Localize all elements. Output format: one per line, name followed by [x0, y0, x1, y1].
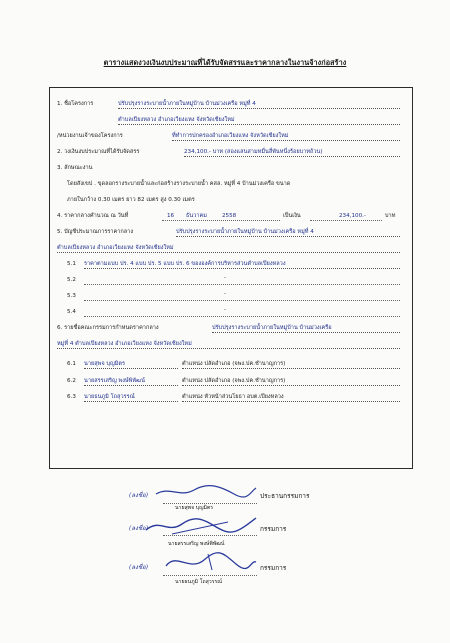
budget-value: 234,100.- บาท (สองแสนสามหมื่นสี่พันหนึ่งร้อยบาทถ้วน) [184, 149, 400, 157]
signature-3-line [163, 569, 257, 576]
sign-label-2: (ลงชื่อ) [129, 525, 148, 532]
agency-label: /หน่วยงานเจ้าของโครงการ [57, 133, 123, 139]
item-6-label: 6. รายชื่อคณะกรรมการกำหนดราคากลาง [57, 325, 159, 331]
item-5-3-line [84, 294, 400, 301]
member-2-name: นายสรรเสริญ พงษ์พิพัฒน์ [84, 378, 178, 386]
signature-2-name: นายสรรเสริญ พงษ์พิพัฒน์ [168, 541, 225, 547]
sign-label-3: (ลงชื่อ) [129, 564, 148, 571]
project-name: ปรับปรุงรางระบายน้ำภายในหมู่บ้าน บ้านม่วงเครือ หมู่ที่ 4 [118, 101, 400, 109]
signature-2-line [163, 529, 257, 536]
item-5-1-label: 5.1 [67, 261, 76, 267]
calc-amount: 234,100.- [339, 213, 366, 219]
item-5-4-dash: - [224, 307, 227, 313]
calc-month: ธันวาคม [186, 213, 207, 219]
item-2-label: 2. วงเงินงบประมาณที่ได้รับจัดสรร [57, 149, 140, 155]
item-3-label: 3. ลักษณะงาน [57, 165, 93, 171]
member-role-2: กรรมการ [260, 525, 287, 533]
member-2-position: ตำแหน่ง ปลัดอำเภอ (จพง.ปค.ชำนาญการ) [182, 378, 400, 386]
amount-underline [310, 214, 382, 221]
member-1-position: ตำแหน่ง ปลัดอำเภอ (จพง.ปค.ชำนาญการ) [182, 361, 400, 369]
item-4-label: 4. ราคากลางคำนวณ ณ วันที่ [57, 213, 129, 219]
signature-1-line [163, 497, 257, 504]
amount-label: เป็นเงิน [283, 213, 301, 219]
item-5-4-line [84, 310, 400, 317]
signature-3-name: นายธนภูมิ โถสุวรรณ์ [175, 579, 223, 585]
chair-role: ประธานกรรมการ [260, 492, 310, 500]
agency-value: ที่ทำการปกครองอำเภอเวียงแหง จังหวัดเชียงใหม่ [172, 133, 400, 141]
item-1-label: 1. ชื่อโครงการ [57, 101, 94, 107]
signature-1-name: นายสุพจ บุญมิตร [175, 505, 214, 511]
member-1-number: 6.1 [67, 361, 76, 367]
estimate-project: ปรับปรุงรางระบายน้ำภายในหมู่บ้าน บ้านม่วงเครือ หมู่ที่ 4 [176, 229, 400, 237]
item-5-2-label: 5.2 [67, 277, 76, 283]
member-3-name: นายธนภูมิ โถสุวรรณ์ [84, 394, 178, 402]
item-5-3-dash: - [224, 291, 227, 297]
estimate-location: ตำบลเปียงหลวง อำเภอเวียงแหง จังหวัดเชียงใหม่ [57, 245, 400, 253]
committee-location: หมู่ที่ 4 ตำบลเปียงหลวง อำเภอเวียงแหง จังหวัดเชียงใหม่ [57, 341, 400, 349]
item-5-1-value: ราคาตามแบบ ปร. 4 แบบ ปร. 5 แบบ ปร. 6 ขององค์การบริหารส่วนตำบลเปียงหลวง [84, 261, 400, 269]
member-role-3: กรรมการ [260, 564, 287, 572]
item-5-2-line [84, 278, 400, 285]
document-title: ตารางแสดงวงเงินงบประมาณที่ได้รับจัดสรรและราคากลางในงานจ้างก่อสร้าง [103, 58, 347, 67]
item-5-4-label: 5.4 [67, 309, 76, 315]
item-5-3-label: 5.3 [67, 293, 76, 299]
work-description-2: ภายในกว้าง 0.30 เมตร ยาว 82 เมตร สูง 0.30 เมตร [67, 197, 195, 203]
member-1-name: นายสุพจ บุญมิตร [84, 361, 178, 369]
work-description-1: โดยสังเขป . ขุดลอกรางระบายน้ำและก่อสร้างรางระบายน้ำ คสล. หมู่ที่ 4 บ้านม่วงเครือ ขนาด [67, 181, 291, 187]
member-3-number: 6.3 [67, 394, 76, 400]
item-5-label: 5. บัญชีประมาณการราคากลาง [57, 229, 134, 235]
member-2-number: 6.2 [67, 378, 76, 384]
calc-day: 16 [167, 213, 175, 219]
project-location: ตำบลเปียงหลวง อำเภอเวียงแหง จังหวัดเชียงใหม่ [118, 117, 400, 125]
item-5-2-dash: - [224, 275, 227, 281]
currency-label: บาท [385, 213, 396, 219]
calc-year: 2558 [222, 213, 237, 219]
committee-project: ปรับปรุงรางระบายน้ำภายในหมู่บ้าน บ้านม่วงเครือ [212, 325, 400, 333]
date-underline [162, 214, 280, 221]
sign-label-1: (ลงชื่อ) [129, 492, 148, 499]
member-3-position: ตำแหน่ง หัวหน้าส่วนโยธา อบต.เปียงหลวง [182, 394, 400, 402]
